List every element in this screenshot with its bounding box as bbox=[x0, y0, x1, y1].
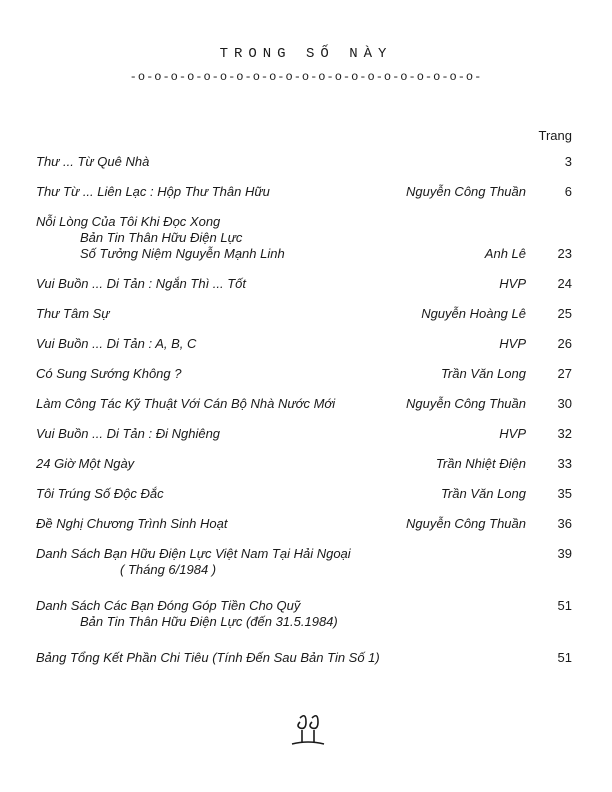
entry-page: 32 bbox=[557, 426, 572, 441]
toc-entry bbox=[36, 336, 572, 352]
table-of-contents bbox=[36, 154, 572, 666]
entry-author: Trần Văn Long bbox=[440, 366, 526, 381]
entry-page: 33 bbox=[557, 456, 572, 471]
entry-page: 26 bbox=[557, 336, 572, 351]
entry-title: Vui Buồn ... Di Tản : Ngắn Thì ... Tốt bbox=[36, 276, 247, 291]
toc-entry bbox=[36, 486, 572, 502]
entry-page: 39 bbox=[557, 546, 572, 561]
page-column-header: Trang bbox=[538, 128, 572, 143]
entry-author: Nguyễn Hoàng Lê bbox=[421, 306, 526, 321]
entry-author: Nguyễn Công Thuần bbox=[406, 396, 526, 411]
entry-page: 25 bbox=[557, 306, 572, 321]
toc-entry bbox=[36, 184, 572, 200]
toc-entry bbox=[36, 650, 572, 666]
toc-entry bbox=[36, 546, 572, 578]
entry-title: Làm Công Tác Kỹ Thuật Với Cán Bộ Nhà Nước Mới bbox=[36, 396, 336, 411]
toc-entry bbox=[36, 366, 572, 382]
entry-page: 24 bbox=[557, 276, 572, 291]
entry-title-line: Bản Tin Thân Hữu Điện Lực (đến 31.5.1984) bbox=[80, 614, 338, 629]
entry-title: Thư ... Từ Quê Nhà bbox=[36, 154, 150, 169]
entry-page: 23 bbox=[557, 246, 572, 261]
entry-author: Nguyễn Công Thuần bbox=[406, 516, 526, 531]
entry-author: Nguyễn Công Thuần bbox=[406, 184, 526, 199]
entry-author: HVP bbox=[499, 276, 526, 291]
entry-page: 27 bbox=[557, 366, 572, 381]
toc-entry bbox=[36, 426, 572, 442]
entry-page: 6 bbox=[564, 184, 572, 199]
entry-title-line: ( Tháng 6/1984 ) bbox=[120, 562, 217, 577]
entry-author: Trần Văn Long bbox=[440, 486, 526, 501]
title-divider: -o-o-o-o-o-o-o-o-o-o-o-o-o-o-o-o-o-o-o-o-o- bbox=[129, 70, 483, 84]
toc-entry bbox=[36, 276, 572, 292]
toc-entry bbox=[36, 516, 572, 532]
entry-title: Thư Từ ... Liên Lạc : Hộp Thư Thân Hữu bbox=[36, 184, 270, 199]
entry-author: Anh Lê bbox=[484, 246, 526, 261]
page-title: TRONG SỐ NÀY bbox=[219, 46, 393, 62]
entry-title: Vui Buồn ... Di Tản : Đi Nghiêng bbox=[36, 426, 221, 441]
entry-title: Có Sung Sướng Không ? bbox=[36, 366, 182, 381]
entry-page: 51 bbox=[557, 598, 572, 613]
entry-title: Nỗi Lòng Của Tôi Khi Đọc Xong bbox=[36, 214, 221, 229]
entry-author: Trần Nhiệt Điện bbox=[435, 456, 526, 471]
toc-entry bbox=[36, 306, 572, 322]
toc-entry bbox=[36, 598, 572, 630]
entry-title: 24 Giờ Một Ngày bbox=[36, 456, 135, 471]
entry-page: 35 bbox=[557, 486, 572, 501]
entry-title: Danh Sách Các Bạn Đóng Góp Tiền Cho Quỹ bbox=[36, 598, 301, 613]
ornament-icon bbox=[278, 710, 338, 750]
entry-page: 36 bbox=[557, 516, 572, 531]
entry-title: Tôi Trúng Số Độc Đắc bbox=[36, 486, 164, 501]
entry-title-line: Số Tưởng Niệm Nguyễn Mạnh Linh bbox=[80, 246, 285, 261]
entry-author: HVP bbox=[499, 336, 526, 351]
toc-entry bbox=[36, 214, 572, 262]
entry-title-line: Bản Tin Thân Hữu Điện Lực bbox=[80, 230, 243, 245]
entry-title: Đề Nghị Chương Trình Sinh Hoạt bbox=[36, 516, 228, 531]
toc-entry bbox=[36, 456, 572, 472]
entry-author: HVP bbox=[499, 426, 526, 441]
toc-entry bbox=[36, 396, 572, 412]
entry-title: Thư Tâm Sự bbox=[36, 306, 110, 321]
entry-page: 51 bbox=[557, 650, 572, 665]
entry-page: 30 bbox=[557, 396, 572, 411]
entry-title: Bảng Tổng Kết Phần Chi Tiêu (Tính Đến Sau Bản Tin Số 1) bbox=[36, 650, 380, 665]
entry-page: 3 bbox=[564, 154, 572, 169]
entry-title: Danh Sách Bạn Hữu Điện Lực Việt Nam Tại Hải Ngoại bbox=[36, 546, 351, 561]
entry-title: Vui Buồn ... Di Tản : A, B, C bbox=[36, 336, 197, 351]
toc-entry bbox=[36, 154, 572, 170]
